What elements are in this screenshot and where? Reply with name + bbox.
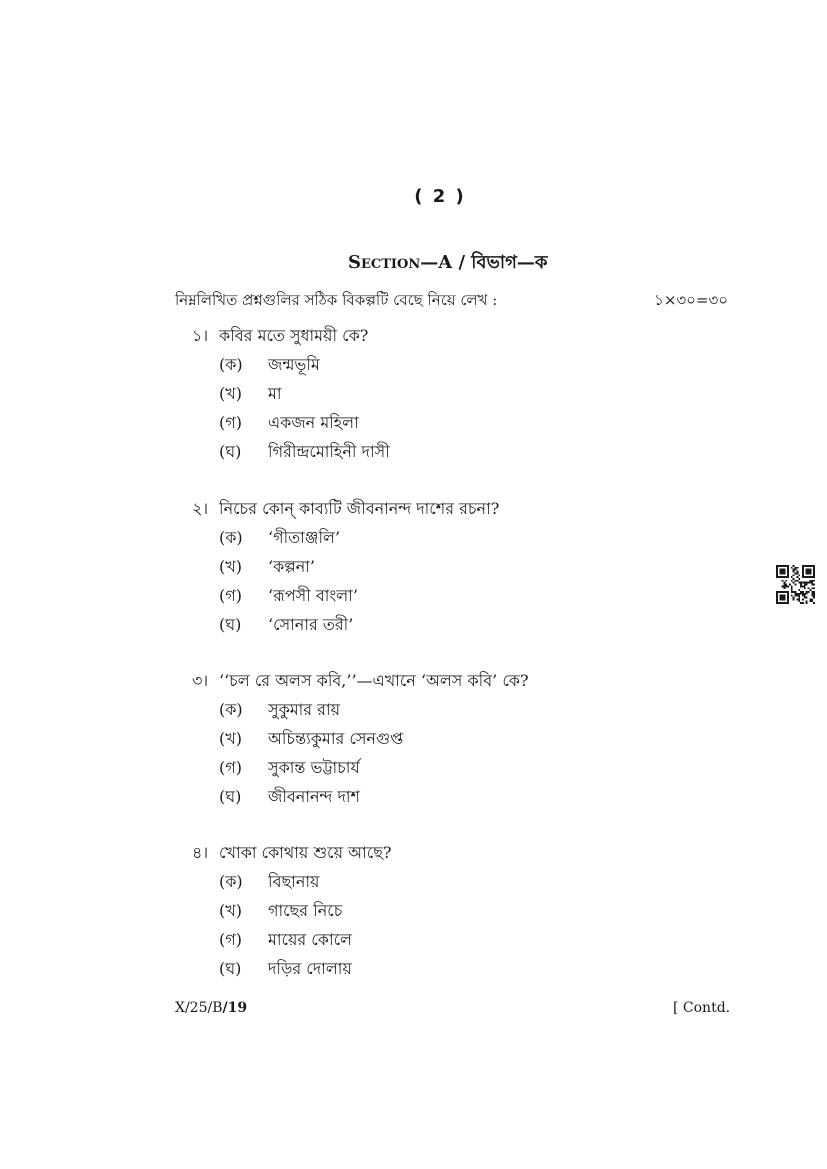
option-label: (খ) [219, 901, 242, 920]
option-label: (ক) [219, 528, 243, 547]
option [192, 350, 390, 379]
option-label: (গ) [219, 586, 242, 605]
question-line [192, 666, 529, 695]
question-text: কবির মতে সুধাময়ী কে? [219, 326, 369, 345]
option-label: (গ) [219, 758, 242, 777]
option [192, 782, 529, 811]
option-text: ‘গীতাঞ্জলি’ [268, 528, 341, 547]
paper-code-suffix: /19 [222, 1000, 248, 1016]
question-number: ২। [192, 499, 209, 518]
question-text: নিচের কোন্ কাব্যটি জীবনানন্দ দাশের রচনা? [219, 499, 500, 518]
instruction-line [175, 289, 728, 314]
option-text: ‘কল্পনা’ [268, 557, 315, 576]
section-label: Section [348, 252, 421, 273]
section-heading [348, 248, 547, 279]
option-text: সুকুমার রায় [268, 700, 341, 719]
option-text: মা [268, 384, 282, 403]
question-line [192, 494, 499, 523]
question-number: ১। [192, 326, 209, 345]
option-text: গাছের নিচে [268, 901, 343, 920]
option [192, 753, 529, 782]
option [192, 437, 390, 466]
option-label: (খ) [219, 384, 242, 403]
option-text: ‘সোনার তরী’ [268, 615, 354, 634]
option-label: (খ) [219, 557, 242, 576]
option [192, 552, 499, 581]
option-text: অচিন্ত্যকুমার সেনগুপ্ত [268, 729, 404, 748]
option [192, 610, 499, 639]
option [192, 867, 391, 896]
question-1 [192, 321, 390, 466]
question-text: খোকা কোথায় শুয়ে আছে? [219, 843, 392, 862]
paper-code [175, 1000, 247, 1016]
option-label: (ক) [219, 355, 243, 374]
option-label: (গ) [219, 930, 242, 949]
option-text: সুকান্ত ভট্টাচার্য [268, 758, 360, 777]
option-label: (খ) [219, 729, 242, 748]
option-label: (ক) [219, 700, 243, 719]
option [192, 379, 390, 408]
option-label: (ঘ) [219, 787, 242, 806]
question-line [192, 838, 391, 867]
paper-code-prefix: X/25/B [175, 1000, 223, 1016]
question-4 [192, 838, 391, 983]
option [192, 581, 499, 610]
section-title: —A / বিভাগ—ক [420, 252, 548, 273]
question-2 [192, 494, 499, 639]
question-number: ৪। [192, 843, 209, 862]
page-number: ( 2 ) [414, 186, 466, 207]
option [192, 896, 391, 925]
option-label: (ঘ) [219, 959, 242, 978]
option-text: গিরীন্দ্রমোহিনী দাসী [268, 442, 390, 461]
option [192, 925, 391, 954]
option-label: (ক) [219, 872, 243, 891]
option [192, 408, 390, 437]
instruction-text: নিম্নলিখিত প্রশ্নগুলির সঠিক বিকল্পটি বেছে নিয়ে লেখ : [175, 291, 498, 309]
option-text: মায়ের কোলে [268, 930, 352, 949]
option-text: জীবনানন্দ দাশ [268, 787, 360, 806]
option [192, 523, 499, 552]
option-label: (ঘ) [219, 615, 242, 634]
question-line [192, 321, 390, 350]
option-label: (গ) [219, 413, 242, 432]
option-label: (ঘ) [219, 442, 242, 461]
question-number: ৩। [192, 671, 209, 690]
option [192, 695, 529, 724]
continued-note: [ Contd. [673, 1000, 731, 1016]
marks-allocation: ১×৩০=৩০ [654, 291, 728, 309]
qr-code-icon [776, 565, 815, 604]
option-text: দড়ির দোলায় [268, 959, 352, 978]
question-text: ‘‘চল রে অলস কবি,’’—এখানে ‘অলস কবি’ কে? [219, 671, 529, 690]
option-text: ‘রূপসী বাংলা’ [268, 586, 358, 605]
option-text: একজন মহিলা [268, 413, 359, 432]
option [192, 954, 391, 983]
question-3 [192, 666, 529, 811]
option [192, 724, 529, 753]
option-text: বিছানায় [268, 872, 320, 891]
option-text: জন্মভূমি [268, 355, 320, 374]
